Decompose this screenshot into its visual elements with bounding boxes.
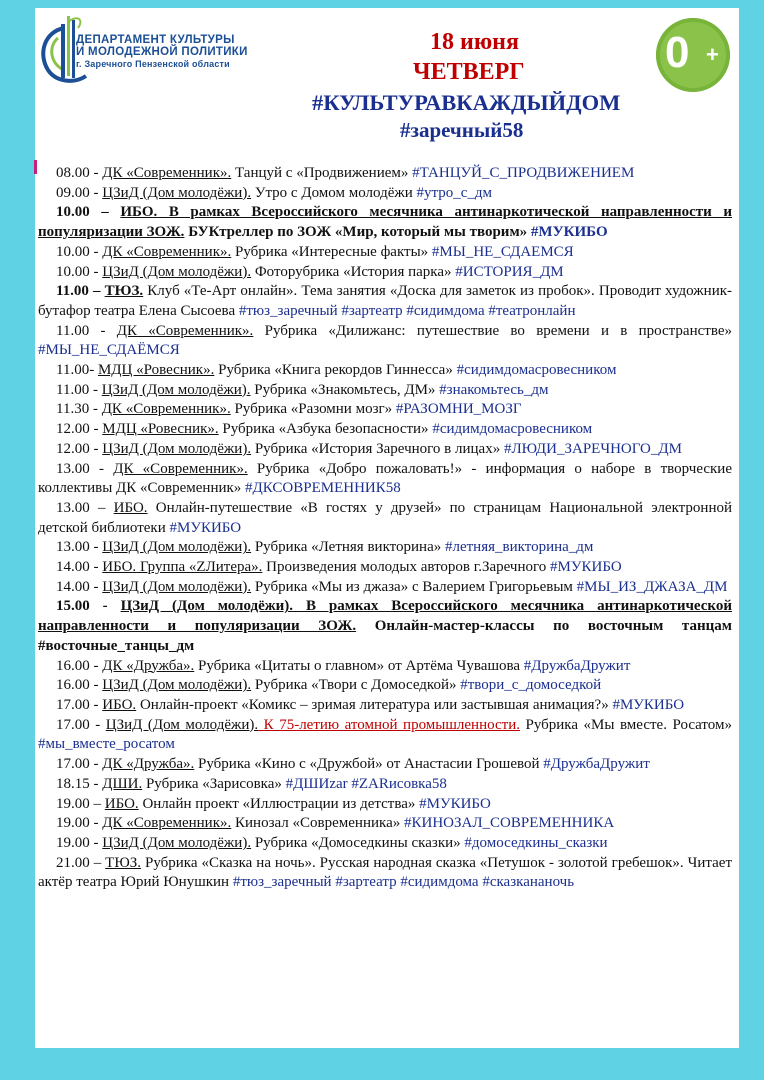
event-row: 16.00 - ДК «Дружба». Рубрика «Цитаты о главном» от Артёма Чувашова #ДружбаДружит	[56, 657, 631, 674]
event-row: 19.00 - ЦЗиД (Дом молодёжи). Рубрика «Домоседкины сказки» #домоседкины_сказки	[56, 834, 608, 851]
weekday-title: ЧЕТВЕРГ	[413, 59, 525, 85]
age-rating-plus: +	[706, 42, 719, 67]
event-row: 11.00 - ЦЗиД (Дом молодёжи). Рубрика «Знакомьтесь, ДМ» #знакомьтесь_дм	[56, 381, 549, 398]
hashtag-city: #заречный58	[400, 118, 524, 142]
logo-line-3: г. Заречного Пензенской области	[76, 59, 230, 69]
event-row: 10.00 - ЦЗиД (Дом молодёжи). Фоторубрика «История парка» #ИСТОРИЯ_ДМ	[56, 263, 564, 280]
event-row: 08.00 - ДК «Современник». Танцуй с «Продвижением» #ТАНЦУЙ_С_ПРОДВИЖЕНИЕМ	[56, 165, 635, 181]
event-row: 19.00 - ДК «Современник». Кинозал «Современника» #КИНОЗАЛ_СОВРЕМЕННИКА	[56, 815, 615, 832]
event-row: 12.00 - МДЦ «Ровесник». Рубрика «Азбука безопасности» #сидимдомасровесником	[56, 421, 593, 438]
event-row: 11.00 – ТЮЗ. Клуб «Те-Арт онлайн». Тема занятия «Доска для заметок из пробок». Проводит художник-бутафор театра Елена Сысоева #тюз_заречный #зартеатр #сидимдома #театронлайн	[38, 283, 732, 319]
event-row-highlight: 15.00 - ЦЗиД (Дом молодёжи). В рамках Всероссийского месячника антинаркотической направленности и популяризации ЗОЖ. Онлайн-мастер-классы по восточным танцам #восточные_танцы_дм	[38, 598, 733, 654]
event-row-highlight: 10.00 – ИБО. В рамках Всероссийского месячника антинаркотической направленности и популяризации ЗОЖ. БУКтреллер по ЗОЖ «Мир, который мы творим» #МУКИБО	[38, 204, 733, 241]
date-title: 18 июня	[430, 29, 519, 55]
event-row: 10.00 - ДК «Современник». Рубрика «Интересные факты» #МЫ_НЕ_СДАЕМСЯ	[56, 243, 574, 260]
event-row: 14.00 - ЦЗиД (Дом молодёжи). Рубрика «Мы из джаза» с Валерием Григорьевым #МЫ_ИЗ_ДЖАЗА_ДМ	[56, 578, 728, 595]
event-row: 21.00 – ТЮЗ. Рубрика «Сказка на ночь». Русская народная сказка «Петушок - золотой гребешок». Читает актёр театра Юрий Юнушкин #тюз_заречный #зартеатр #сидимдома #сказкананочь	[38, 854, 733, 891]
event-row: 17.00 - ЦЗиД (Дом молодёжи). К 75-летию атомной промышленности. Рубрика «Мы вместе. Росатом» #мы_вместе_росатом	[38, 716, 732, 753]
event-row: 13.00 - ЦЗиД (Дом молодёжи). Рубрика «Летняя викторина» #летняя_викторина_дм	[56, 539, 594, 556]
decorative-mark	[34, 160, 37, 174]
event-row: 11.00- МДЦ «Ровесник». Рубрика «Книга рекордов Гиннесса» #сидимдомасровесником	[56, 362, 617, 379]
logo-line-1: ДЕПАРТАМЕНТ КУЛЬТУРЫ	[76, 34, 235, 46]
event-row: 18.15 - ДШИ. Рубрика «Зарисовка» #ДШИzar #ZARисовка58	[56, 775, 447, 792]
event-row: 13.00 – ИБО. Онлайн-путешествие «В гостях у друзей» по страницам Национальной электронной детской библиотеки #МУКИБО	[38, 499, 732, 536]
event-row: 09.00 - ЦЗиД (Дом молодёжи). Утро с Домом молодёжи #утро_с_дм	[56, 184, 493, 201]
logo-line-2: И МОЛОДЕЖНОЙ ПОЛИТИКИ	[76, 46, 248, 58]
age-rating-value: 0	[665, 28, 690, 77]
hashtag-culture: #КУЛЬТУРАВКАЖДЫЙДОМ	[312, 90, 621, 115]
event-row: 11.00 - ДК «Современник». Рубрика «Дилижанс: путешествие во времени и в пространстве» #МЫ_НЕ_СДАЁМСЯ	[38, 322, 732, 359]
event-row: 17.00 - ИБО. Онлайн-проект «Комикс – зримая литература или застывшая анимация?» #МУКИБО	[56, 696, 685, 713]
event-row: 13.00 - ДК «Современник». Рубрика «Добро пожаловать!» - информация о наборе в творческие коллективы ДК «Современник» #ДКСОВРЕМЕННИК58	[38, 460, 732, 497]
event-row: 16.00 - ЦЗиД (Дом молодёжи). Рубрика «Твори с Домоседкой» #твори_с_домоседкой	[56, 677, 602, 694]
event-row: 12.00 - ЦЗиД (Дом молодёжи). Рубрика «История Заречного в лицах» #ЛЮДИ_ЗАРЕЧНОГО_ДМ	[56, 440, 682, 457]
event-row: 17.00 - ДК «Дружба». Рубрика «Кино с «Дружбой» от Анастасии Грошевой #ДружбаДружит	[56, 756, 650, 773]
event-schedule	[38, 164, 732, 893]
event-row: 14.00 - ИБО. Группа «ZЛитера». Произведения молодых авторов г.Заречного #МУКИБО	[56, 559, 622, 576]
event-row: 19.00 – ИБО. Онлайн проект «Иллюстрации из детства» #МУКИБО	[56, 795, 491, 812]
event-row: 11.30 - ДК «Современник». Рубрика «Разомни мозг» #РАЗОМНИ_МОЗГ	[56, 401, 522, 418]
age-rating-badge	[656, 18, 730, 92]
department-logo-text	[76, 34, 248, 70]
